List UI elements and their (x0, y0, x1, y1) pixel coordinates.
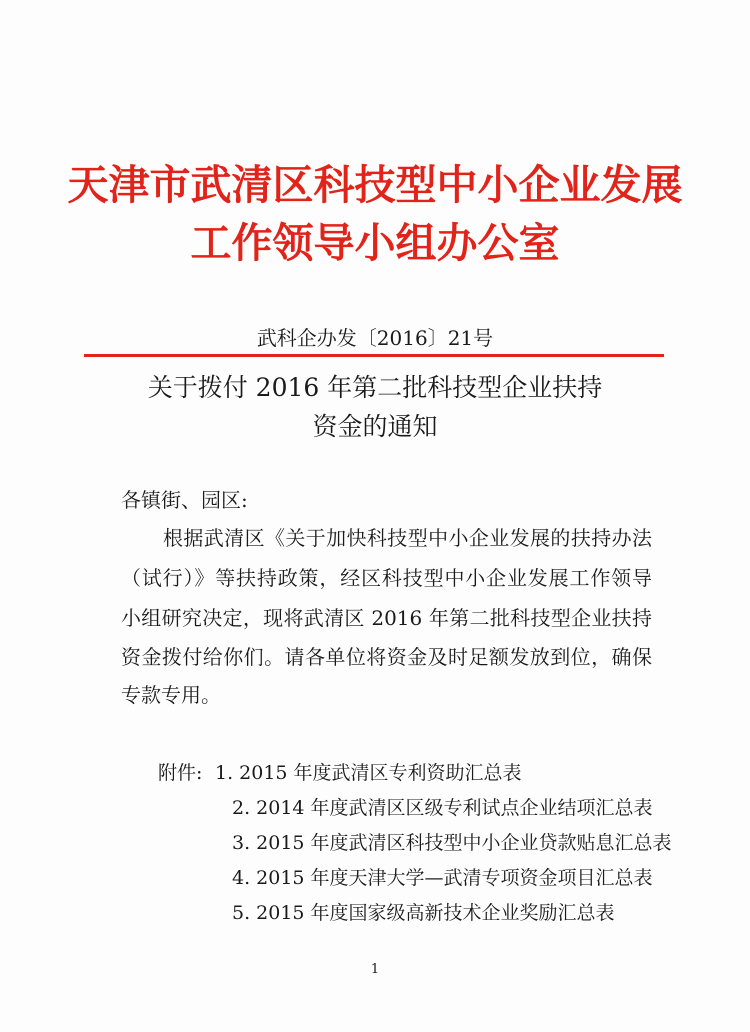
attachments-label: 附件: (158, 762, 203, 784)
attachment-item: 3. 2015 年度武清区科技型中小企业贷款贴息汇总表 (232, 832, 672, 854)
page-number: 1 (370, 962, 380, 977)
attachment-item: 5. 2015 年度国家级高新技术企业奖励汇总表 (232, 902, 615, 924)
body-text-line: 根据武清区《关于加快科技型中小企业发展的扶持办法 (163, 526, 652, 550)
body-text-line: 小组研究决定，现将武清区 2016 年第二批科技型企业扶持 (121, 606, 652, 630)
body-text-line: （试行）》等扶持政策，经区科技型中小企业发展工作领导 (121, 566, 652, 590)
attachment-item: 2. 2014 年度武清区区级专利试点企业结项汇总表 (232, 797, 653, 819)
salutation: 各镇街、园区: (121, 488, 248, 512)
red-divider-line (84, 354, 664, 357)
body-text-line: 资金拨付给你们。请各单位将资金及时足额发放到位，确保 (121, 645, 652, 669)
attachment-item: 4. 2015 年度天津大学—武清专项资金项目汇总表 (232, 867, 653, 889)
issuing-office-title-line-1: 天津市武清区科技型中小企业发展 (67, 161, 683, 209)
body-text-line: 专款专用。 (121, 683, 221, 707)
document-number: 武科企办发〔2016〕21号 (256, 326, 494, 350)
issuing-office-title-line-2: 工作领导小组办公室 (190, 219, 560, 267)
notice-title-line-2: 资金的通知 (312, 412, 438, 441)
attachment-item: 1. 2015 年度武清区专利资助汇总表 (215, 762, 522, 784)
notice-title-line-1: 关于拨付 2016 年第二批科技型企业扶持 (147, 373, 603, 402)
